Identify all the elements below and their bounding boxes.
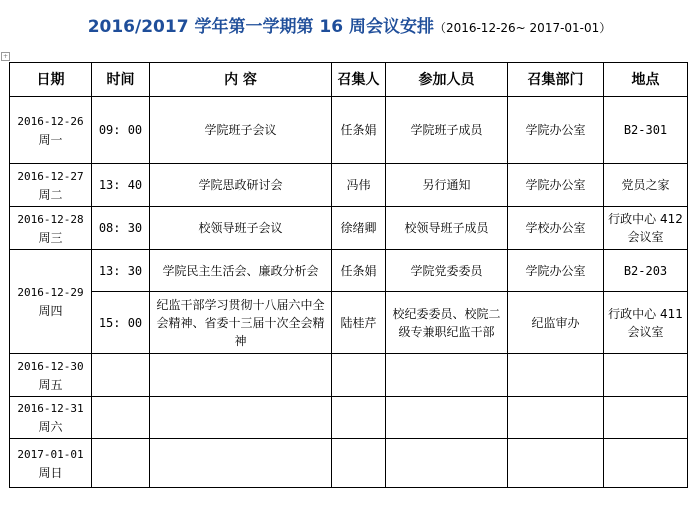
page-title — [0, 12, 699, 37]
table-move-handle-icon[interactable]: + — [2, 53, 9, 60]
header-row — [10, 63, 688, 97]
title-date-range: （2016-12-26~ 2017-01-01） — [433, 21, 612, 35]
location-cell — [604, 439, 688, 488]
date-cell: 2016-12-27 周二 — [10, 164, 92, 207]
content-cell: 学院班子会议 — [150, 97, 332, 164]
header-location: 地点 — [604, 63, 688, 97]
time-cell — [92, 439, 150, 488]
header-convener: 召集人 — [332, 63, 386, 97]
content-cell: 学院民主生活会、廉政分析会 — [150, 250, 332, 292]
table-row — [10, 97, 688, 164]
participants-cell: 另行通知 — [386, 164, 508, 207]
participants-cell: 校纪委委员、校院二级专兼职纪监干部 — [386, 292, 508, 354]
participants-cell: 学院班子成员 — [386, 97, 508, 164]
header-participants: 参加人员 — [386, 63, 508, 97]
convener-cell: 徐绪卿 — [332, 207, 386, 250]
location-cell — [604, 354, 688, 397]
participants-cell: 校领导班子成员 — [386, 207, 508, 250]
time-cell: 09: 00 — [92, 97, 150, 164]
content-cell — [150, 354, 332, 397]
department-cell: 学院办公室 — [508, 97, 604, 164]
department-cell: 学校办公室 — [508, 207, 604, 250]
location-cell: 党员之家 — [604, 164, 688, 207]
participants-cell: 学院党委委员 — [386, 250, 508, 292]
department-cell — [508, 397, 604, 439]
location-cell: 行政中心 411 会议室 — [604, 292, 688, 354]
department-cell — [508, 354, 604, 397]
participants-cell — [386, 397, 508, 439]
department-cell: 学院办公室 — [508, 250, 604, 292]
header-time: 时间 — [92, 63, 150, 97]
date-cell: 2016-12-28 周三 — [10, 207, 92, 250]
table-row — [10, 354, 688, 397]
convener-cell: 陆桂芹 — [332, 292, 386, 354]
content-cell: 学院思政研讨会 — [150, 164, 332, 207]
convener-cell: 任条娟 — [332, 250, 386, 292]
convener-cell: 任条娟 — [332, 97, 386, 164]
location-cell — [604, 397, 688, 439]
convener-cell — [332, 439, 386, 488]
time-cell: 13: 30 — [92, 250, 150, 292]
date-cell: 2016-12-29 周四 — [10, 250, 92, 354]
table-row — [10, 397, 688, 439]
header-content: 内 容 — [150, 63, 332, 97]
department-cell — [508, 439, 604, 488]
participants-cell — [386, 439, 508, 488]
content-cell — [150, 397, 332, 439]
location-cell: B2-301 — [604, 97, 688, 164]
table-row — [10, 164, 688, 207]
time-cell — [92, 354, 150, 397]
time-cell — [92, 397, 150, 439]
location-cell: B2-203 — [604, 250, 688, 292]
meeting-schedule-table — [9, 62, 688, 488]
title-main: 2016/2017 学年第一学期第 16 周会议安排 — [87, 17, 434, 37]
department-cell: 纪监审办 — [508, 292, 604, 354]
convener-cell — [332, 397, 386, 439]
table-row — [10, 207, 688, 250]
time-cell: 08: 30 — [92, 207, 150, 250]
date-cell: 2016-12-26 周一 — [10, 97, 92, 164]
department-cell: 学院办公室 — [508, 164, 604, 207]
content-cell — [150, 439, 332, 488]
participants-cell — [386, 354, 508, 397]
header-date: 日期 — [10, 63, 92, 97]
table-row — [10, 292, 688, 354]
date-cell: 2017-01-01 周日 — [10, 439, 92, 488]
time-cell: 15: 00 — [92, 292, 150, 354]
location-cell: 行政中心 412 会议室 — [604, 207, 688, 250]
time-cell: 13: 40 — [92, 164, 150, 207]
date-cell: 2016-12-31 周六 — [10, 397, 92, 439]
table-row — [10, 439, 688, 488]
table-row — [10, 250, 688, 292]
content-cell: 校领导班子会议 — [150, 207, 332, 250]
header-department: 召集部门 — [508, 63, 604, 97]
convener-cell: 冯伟 — [332, 164, 386, 207]
date-cell: 2016-12-30 周五 — [10, 354, 92, 397]
content-cell: 纪监干部学习贯彻十八届六中全会精神、省委十三届十次全会精神 — [150, 292, 332, 354]
convener-cell — [332, 354, 386, 397]
